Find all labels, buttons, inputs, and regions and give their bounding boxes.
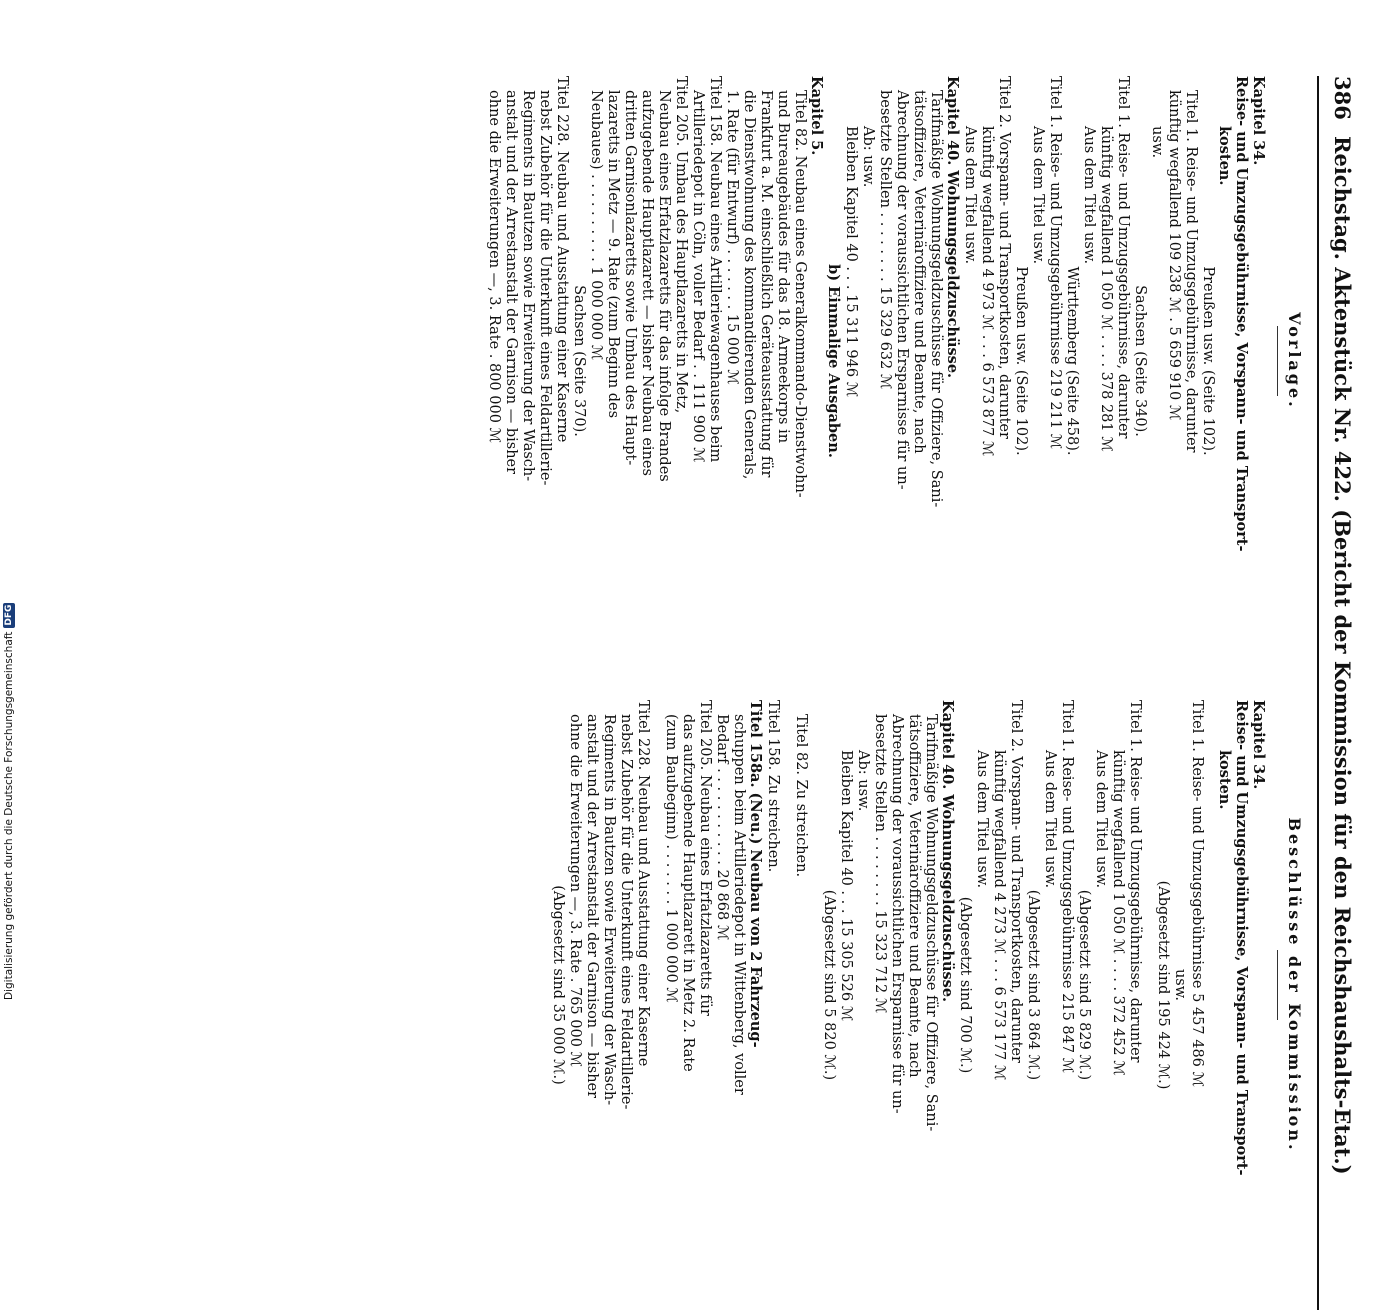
text-line: (Abgesetzt sind 195 424 ℳ.) bbox=[1155, 880, 1171, 1090]
text-line: das aufzugebende Hauptlazarett in Metz 2. Rate bbox=[680, 714, 696, 1072]
text-line: Abrechnung der voraussichtlichen Ersparnisse für un- bbox=[894, 90, 910, 490]
text-line: die Dienstwohnung des kommandierenden Generals, bbox=[741, 90, 757, 480]
right-column-heading: Beschlüsse der Kommission. bbox=[1285, 817, 1304, 1153]
text-line: Frankfurt a. M. einschließlich Geräteausstattung für bbox=[758, 90, 774, 478]
text-line: Württemberg (Seite 458). bbox=[1064, 266, 1080, 456]
text-line: usw. bbox=[1172, 968, 1188, 1002]
text-line: lazaretts in Metz — 9. Rate (zum Beginn des bbox=[605, 90, 621, 419]
header-rule bbox=[1317, 76, 1319, 1310]
text-line: Artilleriedepot in Cöln, voller Bedarf . . 111 900 ℳ bbox=[690, 90, 706, 463]
text-line: Bleiben Kapitel 40 . . . 15 311 946 ℳ bbox=[843, 126, 859, 398]
text-line: Aus dem Titel usw. bbox=[1042, 750, 1058, 889]
text-line bbox=[781, 700, 792, 1270]
text-line: Titel 2. Vorspann- und Transportkosten, darunter bbox=[996, 76, 1012, 439]
text-line: Aus dem Titel usw. bbox=[974, 750, 990, 889]
text-line bbox=[809, 700, 820, 1270]
text-line: tätsoffiziere, Veterinäroffiziere und Beamte, nach bbox=[911, 90, 927, 454]
text-line: anstalt und der Arrestanstalt der Garnison — bisher bbox=[503, 90, 519, 475]
text-line: künftig wegfallend 4 973 ℳ . . . 6 573 877 ℳ bbox=[979, 126, 995, 457]
text-line: (Abgesetzt sind 700 ℳ.) bbox=[957, 896, 973, 1074]
text-line: Titel 158. Neubau eines Artilleriewagenhauses beim bbox=[707, 76, 723, 463]
text-line: Titel 82. Neubau eines Generalkommando-Dienstwohn- bbox=[792, 90, 808, 498]
heading-rule bbox=[1277, 326, 1278, 396]
text-line: Reise- und Umzugsgebührnisse, Vorspann- und Transport- bbox=[1233, 76, 1250, 552]
right-column-beschluesse bbox=[549, 700, 1305, 1270]
text-line: schuppen beim Artilleriedepot in Wittenberg, voller bbox=[731, 714, 747, 1095]
text-line: Preußen usw. (Seite 102). bbox=[1200, 266, 1216, 456]
text-line: Tarifmäßige Wohnungsgeldzuschüsse für Offiziere, Sani- bbox=[928, 90, 944, 508]
text-line: Regiments in Bautzen sowie Erweiterung der Wasch- bbox=[601, 714, 617, 1106]
text-line: kosten. bbox=[1216, 126, 1233, 186]
text-line: (Abgesetzt sind 5 820 ℳ.) bbox=[821, 889, 837, 1081]
page-number: 386 bbox=[1330, 76, 1355, 120]
text-line: besetzte Stellen . . . . . . . . 15 323 712 ℳ bbox=[872, 714, 888, 1014]
header-title: Reichstag. Aktenstück Nr. 422. (Bericht der Kommission für den Reichshaushalts-Etat.) bbox=[1330, 136, 1355, 1175]
text-line: Titel 228. Neubau und Ausstattung einer Kaserne bbox=[554, 76, 570, 443]
text-line: Titel 158. Zu streichen. bbox=[765, 700, 781, 873]
text-line: Reise- und Umzugsgebührnisse, Vorspann- und Transport- bbox=[1233, 700, 1250, 1176]
text-line: Titel 205. Neubau eines Erfatzlazaretts für bbox=[697, 700, 713, 1016]
text-line: Kapitel 40. Wohnungsgeldzuschüsse. bbox=[939, 700, 956, 1003]
left-column-lines bbox=[485, 76, 1267, 646]
text-line: Titel 1. Reise- und Umzugsgebührnisse, darunter bbox=[1127, 700, 1143, 1063]
text-line: Ab: usw. bbox=[860, 126, 876, 188]
text-line: Titel 158a. (Neu.) Neubau von 2 Fahrzeug- bbox=[747, 700, 764, 1048]
text-line bbox=[1143, 700, 1154, 1270]
text-line: (zum Baubeginn) . . . . . . . 1 000 000 ℳ bbox=[663, 714, 679, 1003]
text-line: aufzugebende Hauptlazarett — bisher Neubau eines bbox=[639, 90, 655, 476]
text-line: Kapitel 40. Wohnungsgeldzuschüsse. bbox=[944, 76, 961, 379]
text-line: Ab: usw. bbox=[855, 750, 871, 812]
text-line: Preußen usw. (Seite 102). bbox=[1013, 266, 1029, 456]
dfg-logo: DFG bbox=[4, 604, 14, 626]
text-line: ohne die Erweiterungen —, 3. Rate . 765 000 ℳ bbox=[567, 714, 583, 1068]
text-line: Regiments in Bautzen sowie Erweiterung der Wasch- bbox=[520, 90, 536, 482]
text-line: Titel 1. Reise- und Umzugsgebührnisse 219 211 ℳ bbox=[1047, 76, 1063, 450]
text-line: Sachsen (Seite 340). bbox=[1132, 285, 1148, 437]
text-line: tätsoffiziere, Veterinäroffiziere und Beamte, nach bbox=[906, 714, 922, 1078]
text-line: (Abgesetzt sind 35 000 ℳ.) bbox=[550, 885, 566, 1085]
credit-text: Digitalisierung gefördert durch die Deutsche Forschungsgemeinschaft bbox=[3, 631, 15, 1000]
text-line: künftig wegfallend 109 238 ℳ . 5 659 910 ℳ bbox=[1166, 90, 1182, 421]
text-line: Aus dem Titel usw. bbox=[1081, 126, 1097, 265]
text-line: Titel 82. Zu streichen. bbox=[793, 714, 809, 878]
text-line: Neubaues) . . . . . . . . . . 1 000 000 ℳ bbox=[588, 90, 604, 361]
right-column-lines bbox=[549, 700, 1267, 1270]
text-line: (Abgesetzt sind 3 864 ℳ.) bbox=[1025, 889, 1041, 1081]
text-line: und Bureaugebäudes für das 18. Armeekorps in bbox=[775, 90, 791, 444]
heading-rule bbox=[1277, 950, 1278, 1020]
text-line: kosten. bbox=[1216, 750, 1233, 810]
text-line: ohne die Erweiterungen —, 3. Rate . 800 000 ℳ bbox=[486, 90, 502, 444]
text-line: besetzte Stellen . . . . . . . . 15 329 632 ℳ bbox=[877, 90, 893, 390]
text-line: künftig wegfallend 4 273 ℳ . . . 6 573 177 ℳ bbox=[991, 750, 1007, 1081]
text-line: Kapitel 34. bbox=[1250, 700, 1267, 790]
text-line: Kapitel 5. bbox=[808, 76, 825, 156]
text-line: Aus dem Titel usw. bbox=[962, 126, 978, 265]
text-line: 1. Rate (für Entwurf) . . . . . . . 15 000 ℳ bbox=[724, 90, 740, 385]
text-line: künftig wegfallend 1 050 ℳ . . . . 378 281 ℳ bbox=[1098, 126, 1114, 452]
left-column-vorlage bbox=[485, 76, 1305, 646]
text-line: Aus dem Titel usw. bbox=[1030, 126, 1046, 265]
text-line: Aus dem Titel usw. bbox=[1093, 750, 1109, 889]
digitization-credit bbox=[0, 0, 18, 1000]
text-line: dritten Garnisonlazaretts sowie Umbau des Haupt- bbox=[622, 90, 638, 466]
text-line: Titel 1. Reise- und Umzugsgebührnisse, darunter bbox=[1115, 76, 1131, 439]
text-line: anstalt und der Arrestanstalt der Garnison — bisher bbox=[584, 714, 600, 1099]
text-line bbox=[1205, 700, 1216, 1270]
text-line: Titel 1. Reise- und Umzugsgebührnisse 215 847 ℳ bbox=[1059, 700, 1075, 1074]
text-line: Tarifmäßige Wohnungsgeldzuschüsse für Offiziere, Sani- bbox=[923, 714, 939, 1132]
text-line: nebst Zubehör für die Unterkunft eines Feldartillerie- bbox=[618, 714, 634, 1110]
left-column-heading: Vorlage. bbox=[1285, 312, 1304, 410]
text-line: (Abgesetzt sind 5 829 ℳ.) bbox=[1076, 889, 1092, 1081]
text-line: b) Einmalige Ausgaben. bbox=[825, 264, 842, 458]
text-line: Titel 228. Neubau und Ausstattung einer Kaserne bbox=[635, 700, 651, 1067]
text-line: nebst Zubehör für die Unterkunft eines Feldartillerie- bbox=[537, 90, 553, 486]
text-line: Neubau eines Erfatzlazaretts für das infolge Brandes bbox=[656, 90, 672, 482]
text-line: Titel 1. Reise- und Umzugsgebührnisse, darunter bbox=[1183, 90, 1199, 453]
text-line: Bedarf . . . . . . . . . . . 20 868 ℳ bbox=[714, 714, 730, 941]
text-line: Kapitel 34. bbox=[1250, 76, 1267, 166]
text-line: Titel 2. Vorspann- und Transportkosten, darunter bbox=[1008, 700, 1024, 1063]
text-line: Titel 205. Umbau des Hauptlazaretts in Metz, bbox=[673, 76, 689, 414]
text-line bbox=[651, 700, 662, 1270]
text-line: Titel 1. Reise- und Umzugsgebührnisse 5 457 486 ℳ bbox=[1189, 700, 1205, 1088]
text-line: Abrechnung der voraussichtlichen Ersparnisse für un- bbox=[889, 714, 905, 1114]
text-line: usw. bbox=[1149, 126, 1165, 159]
text-line: Sachsen (Seite 370). bbox=[571, 285, 587, 437]
text-line: Bleiben Kapitel 40 . . . 15 305 526 ℳ bbox=[838, 750, 854, 1022]
page-header bbox=[1323, 76, 1361, 1306]
text-line: künftig wegfallend 1 050 ℳ . . . . 372 452 ℳ bbox=[1110, 750, 1126, 1076]
